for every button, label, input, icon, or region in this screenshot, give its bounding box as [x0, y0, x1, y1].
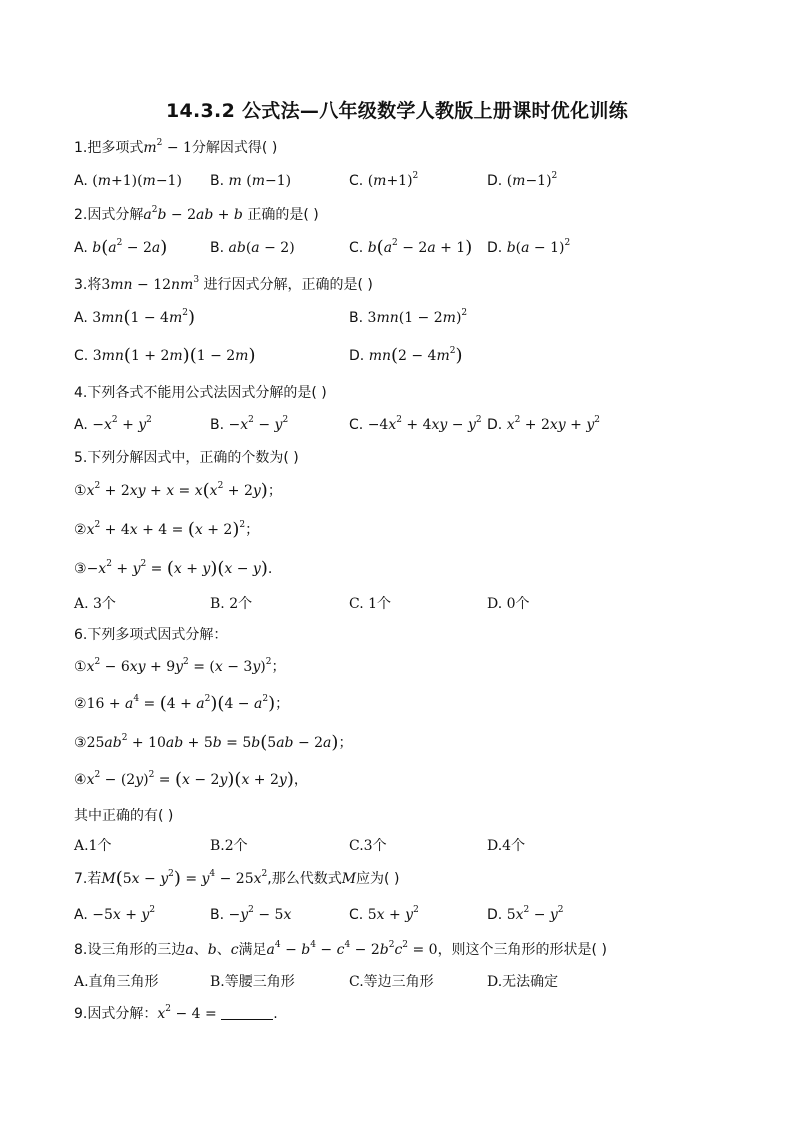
- question-5-item-1: $①x^2 + 2xy + x = x(x^2 + 2y)$；: [74, 480, 282, 501]
- question-6-option-b[interactable]: B.2个: [210, 838, 248, 854]
- question-3-suffix: 进行因式分解，正确的是( ): [203, 277, 373, 293]
- question-6-item-2: ②16 + $a^4 = (4 + a^2)(4 - a^2)$；: [74, 693, 290, 714]
- question-8-option-b[interactable]: B.等腰三角形: [210, 974, 295, 990]
- question-7-option-a[interactable]: A. $-5x + y^2$: [74, 905, 156, 923]
- answer-blank[interactable]: [221, 1005, 273, 1020]
- question-7-option-c[interactable]: C. $5x + y^2$: [349, 905, 419, 923]
- question-9: 9.因式分解：$x^2 - 4$ = .: [74, 1004, 278, 1022]
- question-1-suffix: 分解因式得( ): [191, 140, 278, 156]
- question-6: 6.下列多项式因式分解：: [74, 627, 228, 643]
- question-4-option-b[interactable]: B. $-x^2 - y^2$: [210, 415, 289, 433]
- question-1-option-c[interactable]: C. $(m+1)^2$: [349, 171, 419, 189]
- question-5: 5.下列分解因式中，正确的个数为( ): [74, 450, 299, 466]
- question-6-option-a[interactable]: A.1个: [74, 838, 112, 854]
- question-8-option-c[interactable]: C.等边三角形: [349, 974, 434, 990]
- question-8-option-a[interactable]: A.直角三角形: [74, 974, 159, 990]
- question-7: 7.若$M(5x - y^2) = y^4 - 25x^2$,那么代数式M应为( ): [74, 868, 400, 889]
- question-1-prefix: 1.把多项式: [74, 140, 144, 156]
- question-2-option-d[interactable]: D. $b(a - 1)^2$: [487, 238, 571, 256]
- question-4-option-a[interactable]: A. $-x^2 + y^2$: [74, 415, 152, 433]
- question-3-option-a[interactable]: A. $3mn(1 - 4m^2)$: [74, 307, 195, 328]
- question-8: 8.设三角形的三边a、b、c满足$a^4 - b^4 - c^4 - 2b^2c^2 = 0$，则这个三角形的形状是( ): [74, 940, 607, 958]
- question-8-option-d[interactable]: D.无法确定: [487, 974, 559, 990]
- question-3-prefix: 3.将: [74, 277, 102, 293]
- question-2-suffix: 正确的是( ): [247, 207, 319, 223]
- question-7-option-b[interactable]: B. $-y^2 - 5x$: [210, 905, 292, 923]
- question-5-option-a[interactable]: A. 3个: [74, 596, 116, 612]
- question-3: [74, 275, 373, 295]
- question-2-option-a[interactable]: A. $b(a^2 - 2a)$: [74, 237, 168, 258]
- question-3-expression: $3mn - 12nm^3$: [101, 275, 200, 293]
- question-6-item-1: $①x^2 - 6xy + 9y^2 = (x - 3y)^2$；: [74, 657, 286, 675]
- question-1-option-d[interactable]: D. $(m-1)^2$: [487, 171, 558, 189]
- question-3-option-b[interactable]: B. $3mn(1 - 2m)^2$: [349, 308, 468, 326]
- question-5-item-2: $②x^2 + 4x + 4 = (x + 2)^2$；: [74, 519, 260, 540]
- question-5-option-d[interactable]: D. 0个: [487, 596, 530, 612]
- question-1: [74, 138, 277, 158]
- question-1-option-a[interactable]: A. (m+1)(m−1): [74, 173, 182, 189]
- question-3-option-c[interactable]: C. 3mn(1 + 2m)(1 − 2m): [74, 345, 256, 366]
- question-1-expression: $m^2 - 1$: [143, 138, 192, 156]
- question-2-option-b[interactable]: B. ab(a − 2): [210, 240, 295, 256]
- question-2: [74, 205, 319, 225]
- question-6-item-4: $④x^2 - (2y)^2 = (x - 2y)(x + 2y)$，: [74, 769, 308, 790]
- question-4-option-d[interactable]: D. $x^2 + 2xy + y^2$: [487, 415, 600, 433]
- question-4-option-c[interactable]: C. $-4x^2 + 4xy - y^2$: [349, 415, 482, 433]
- question-5-option-c[interactable]: C. 1个: [349, 596, 392, 612]
- question-2-expression: $a^2b - 2ab + b$: [143, 205, 243, 223]
- question-5-option-b[interactable]: B. 2个: [210, 596, 253, 612]
- question-5-item-3: $③-x^2 + y^2 = (x + y)(x - y)$.: [74, 558, 273, 579]
- question-7-option-d[interactable]: D. $5x^2 - y^2$: [487, 905, 564, 923]
- question-4: 4.下列各式不能用公式法因式分解的是( ): [74, 385, 327, 401]
- question-1-option-b[interactable]: B. m (m−1): [210, 173, 292, 189]
- question-6-conclusion: 其中正确的有( ): [74, 808, 174, 824]
- question-2-option-c[interactable]: C. $b(a^2 - 2a + 1)$: [349, 237, 473, 258]
- question-3-option-d[interactable]: D. $mn(2 - 4m^2)$: [349, 345, 463, 366]
- question-6-option-c[interactable]: C.3个: [349, 838, 387, 854]
- question-6-item-3: $③25ab^2 + 10ab + 5b = 5b(5ab - 2a)$；: [74, 732, 353, 753]
- question-2-prefix: 2.因式分解: [74, 207, 144, 223]
- question-6-option-d[interactable]: D.4个: [487, 838, 526, 854]
- page-title: 14.3.2 公式法—八年级数学人教版上册课时优化训练: [165, 100, 629, 122]
